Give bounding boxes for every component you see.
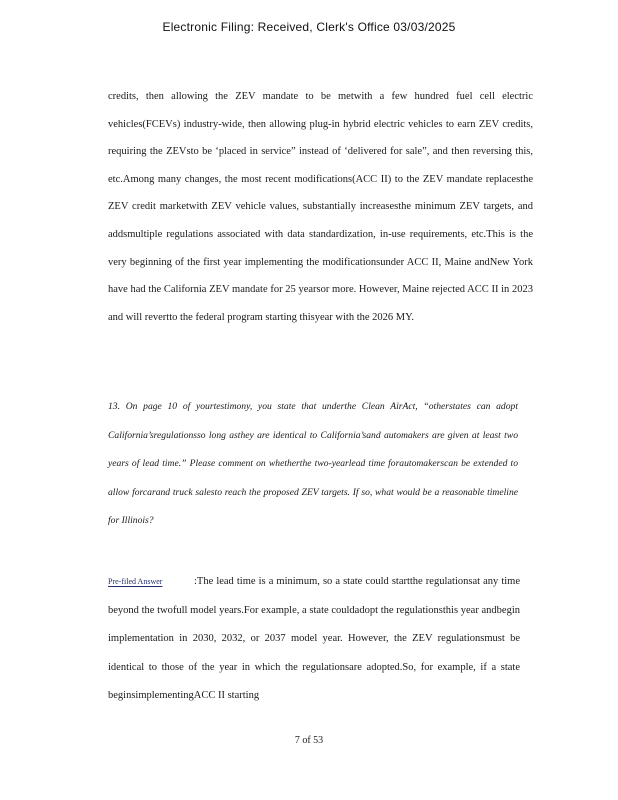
question-13: 13. On page 10 of yourtestimony, you state that underthe Clean AirAct, “otherstates can adopt California’sregulationsso long asthey are identical to California’sand automakers are given at least two years of lead time.” Please comment on whetherthe two-yearlead time forautomakerscan be extended to allow forcarand truck salesto reach the proposed ZEV targets. If so, what would be a reasonable timeline for Illinois? (108, 401, 518, 527)
page-number: 7 of 53 (294, 735, 324, 746)
filing-header: Electronic Filing: Received, Clerk's Office 03/03/2025 (162, 20, 456, 34)
body-paragraph-container (108, 83, 533, 331)
body-paragraph: credits, then allowing the ZEV mandate to be metwith a few hundred fuel cell electric vehicles(FCEVs) industry-wide, then allowing plug-in hybrid electric vehicles to earn ZEV credits, requiring the ZEVsto be ‘placed in service” instead of ‘delivered for sale”, and then reversing this, etc.Among many changes, the most recent modifications(ACC II) to the ZEV mandate replacesthe ZEV credit marketwith ZEV vehicle values, substantially increasesthe minimum ZEV targets, and addsmultiple regulations associated with data standardization, in-use requirements, etc.This is the very beginning of the first year implementing the modificationsunder ACC II, Maine andNew York have had the California ZEV mandate for 25 yearsor more. However, Maine rejected ACC II in 2023 and will revertto the federal program starting thisyear with the 2026 MY. (108, 91, 533, 323)
pre-filed-answer (108, 568, 520, 711)
answer-text: :The lead time is a minimum, so a state could startthe regulationsat any time beyond the twofull model years.For example, a state couldadopt the regulationsthis year andbegin implementation in 2030, 2032, or 2037 model year. However, the ZEV regulationsmust be identical to those of the year in which the regulationsare adopted.So, for example, if a state beginsimplementingACC II starting (108, 576, 520, 702)
answer-label: Pre-filed Answer (108, 577, 163, 586)
